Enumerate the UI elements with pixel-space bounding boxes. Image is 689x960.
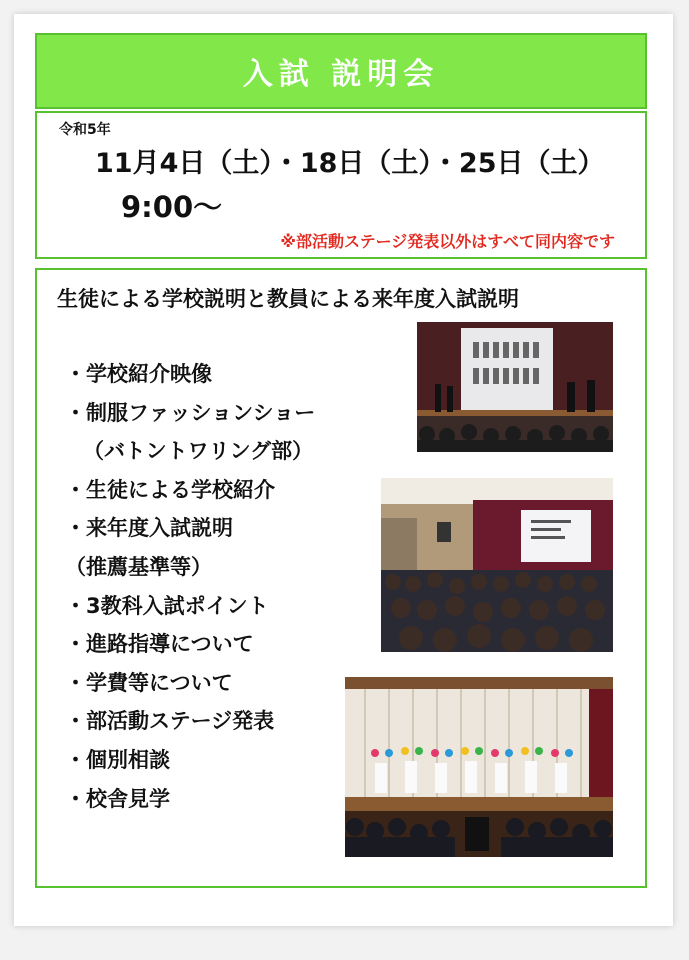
schedule-note: ※部活動ステージ発表以外はすべて同内容です [280,232,615,251]
list-item: ・学校紹介映像 [65,362,212,386]
presentation-photo [417,322,613,452]
title-banner [35,33,647,109]
list-item: ・生徒による学校紹介 [65,477,275,502]
list-item: ・進路指導について [65,632,254,657]
list-item: ・学費等について [65,670,233,695]
program-list [65,355,315,818]
schedule-box [35,111,647,259]
seminar-photo [381,478,613,652]
program-box [35,268,647,888]
list-item: （推薦基準等） [65,554,212,579]
list-item: ・来年度入試説明 [65,516,233,541]
program-heading: 生徒による学校説明と教員による来年度入試説明 [57,287,519,311]
list-item: ・個別相談 [65,747,170,772]
list-item: ・部活動ステージ発表 [65,709,275,734]
event-dates: 11月4日（土）・18日（土）・25日（土） [95,148,605,179]
list-item: （バトントワリング部） [83,439,314,464]
list-item: ・制服ファッションショー [65,400,316,425]
event-time: 9:00～ [121,190,223,224]
era-year: 令和5年 [59,122,111,138]
page-title: 入試 説明会 [242,57,440,92]
list-item: ・校舎見学 [65,786,170,811]
list-item: ・3教科入試ポイント [65,593,269,618]
stage-performance-photo [345,677,613,857]
